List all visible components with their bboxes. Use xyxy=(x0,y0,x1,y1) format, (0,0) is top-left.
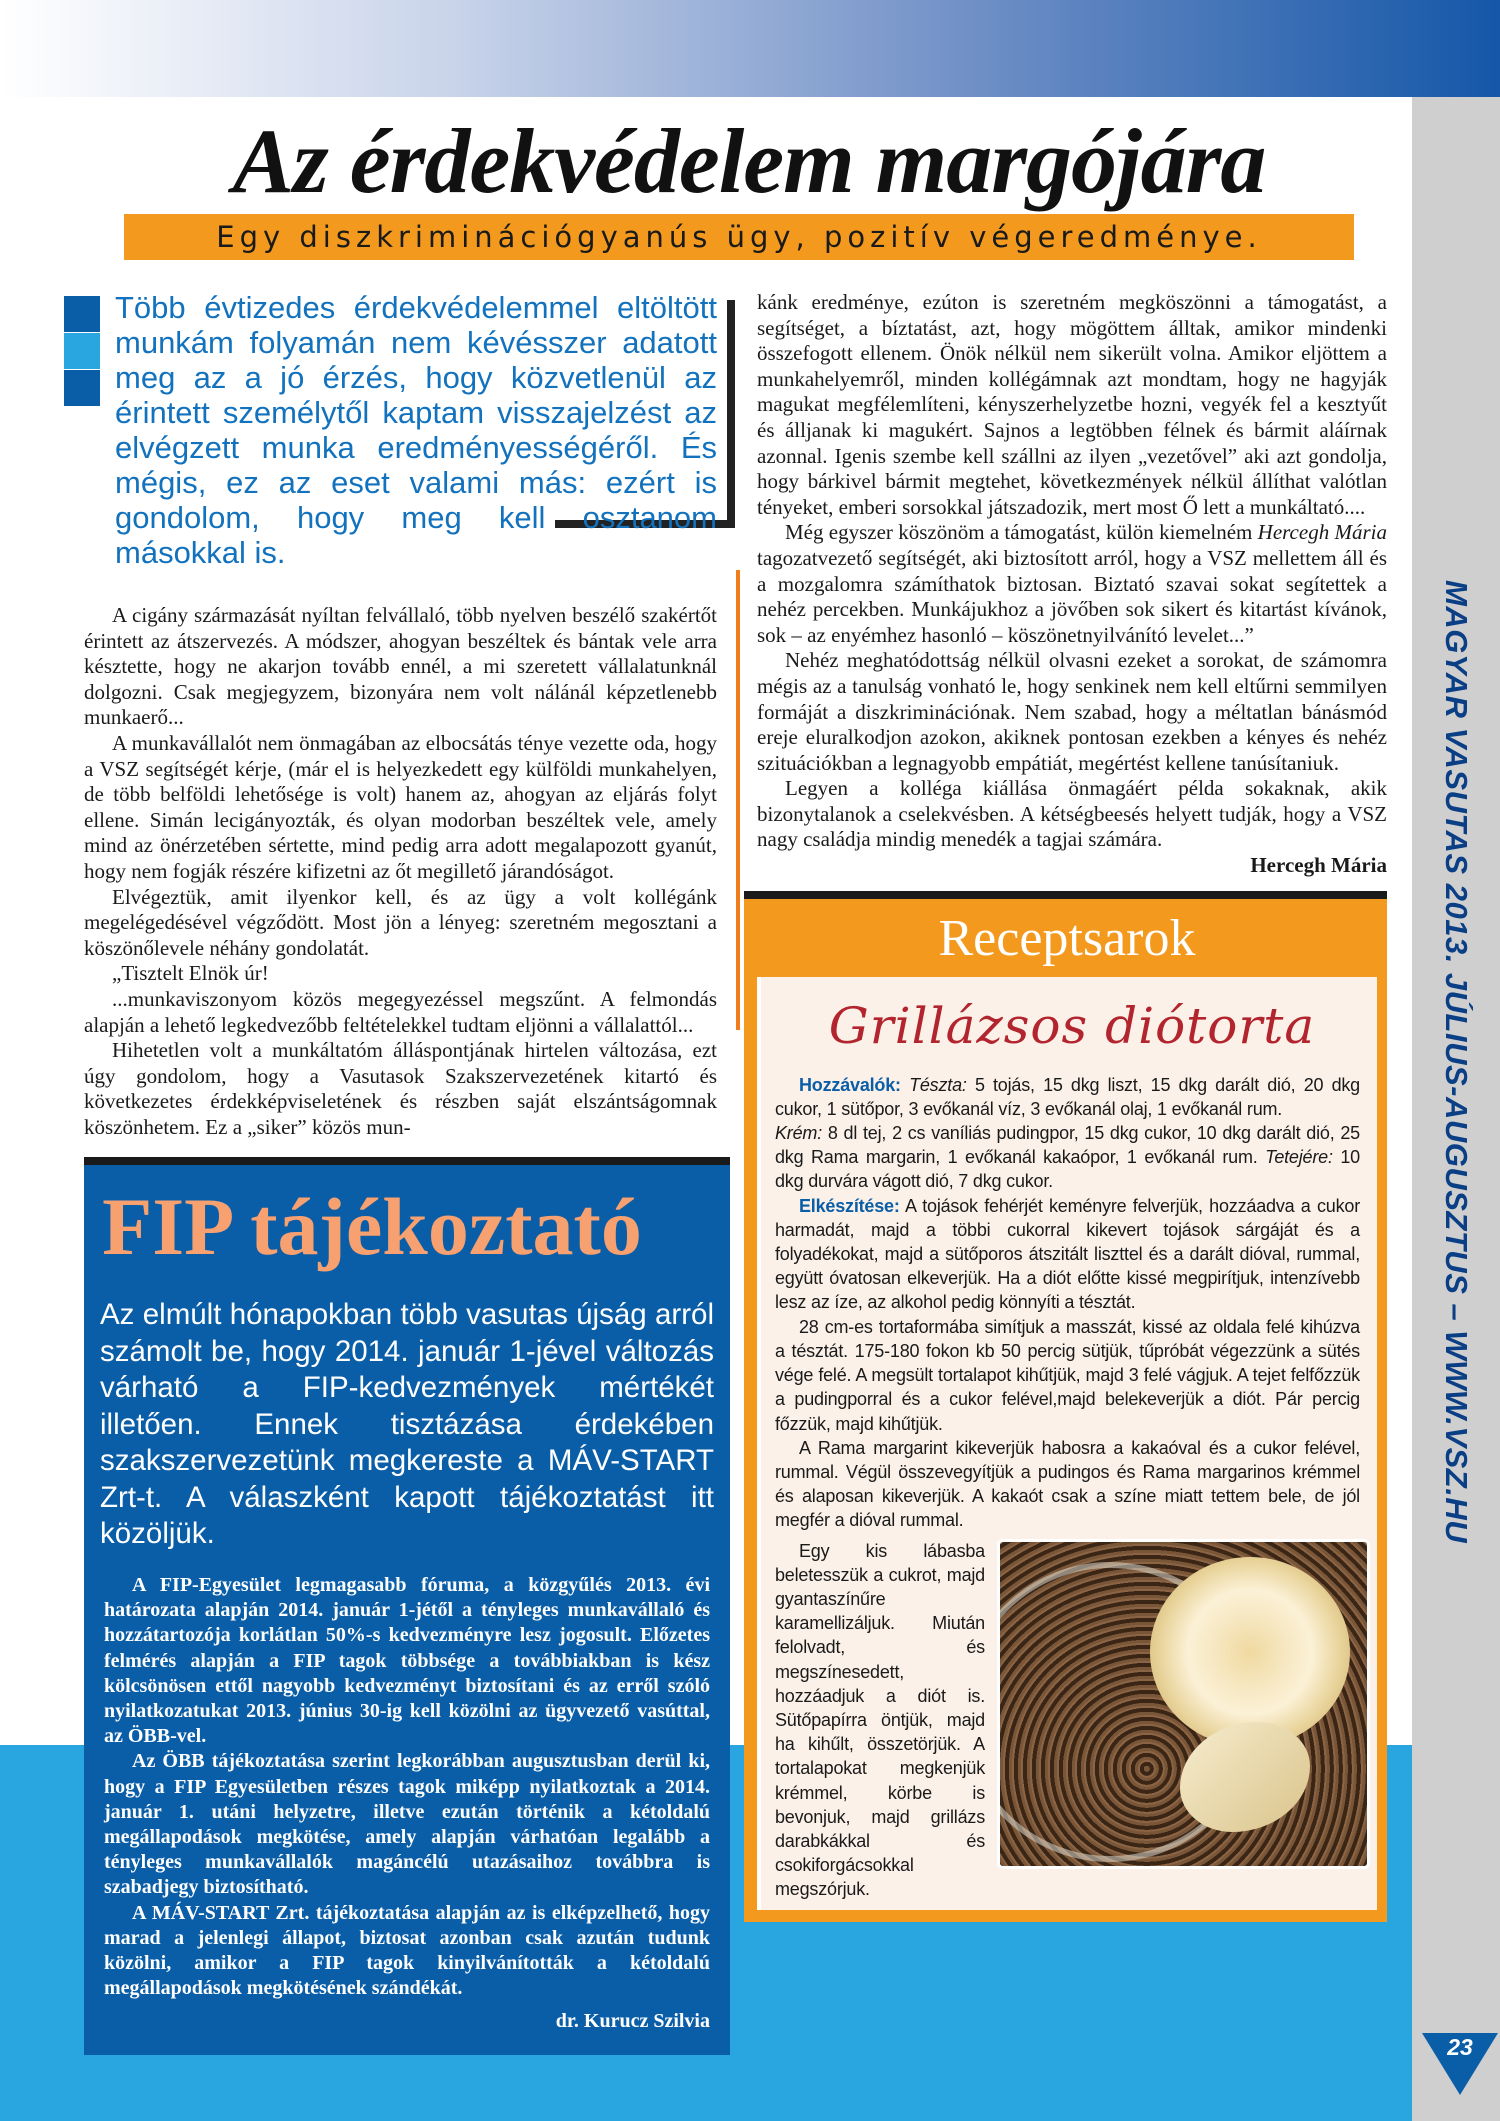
label: Krém: xyxy=(775,1123,823,1144)
paragraph: A munkavállalót nem önmagában az elbocsátás ténye vezette oda, hogy a VSZ segítségét kérje, (már el is helyezkedett egy külföldi munkahelyen, de több belföldi lehetősége is volt) hanem az, ahogyan az eljárás folyt ellene. Simán lecigányozták, és olyan modorban beszéltek vele, amely mind az önérzetében sértette, mind pedig arra adott megalapozott gyanút, hogy nem fogják részére kifizetni az őt megillető járandóságot. xyxy=(84,730,717,883)
paragraph: A FIP-Egyesület legmagasabb fóruma, a közgyűlés 2013. évi határozata alapján 2014. január 1-jétől a tényleges munkavállaló és hozzátartozója korlátlan 50%-s kedvezményre lesz jogosult. Előzetes felmérés alapján a FIP tagok többsége a továbbiakban is kész kölcsönösen ettől nagyobb kedvezményt biztosítani és az erről szóló nyilatkozatukat 2013. június 30-ig kell közölni az ügyvezető vasúttal, az ÖBB-vel. xyxy=(104,1573,710,1748)
paragraph: Legyen a kolléga kiállása önmagáért példa sokaknak, akik bizonytalanok a cselekvésben. A kétségbeesés helyett tudják, hogy a VSZ nagy családja mindig menedék a tagjai számára. xyxy=(757,776,1387,852)
paragraph: kánk eredménye, ezúton is szeretném megköszönni a támogatást, a segítséget, a bíztatást, azt, hogy mögöttem álltak, amikor mindenki összefogott ellenem. Önök nélkül nem sikerült volna. Amikor eljöttem a munkahelyemről, minden kollégámnak azt mondtam, hogy ne hagyják magukat megfélemlíteni, kényszerhelyzetbe hozni, vegyék fel a kesztyűt és álljanak ki magukért. Sajnos a legtöbben félnek és bármit aláírnak azonnal. Igenis szembe kell szállni az ilyen „vezetővel” aki azt gondolja, hogy bárkivel bármit megtehet, következmények nélkül állíthat valótlan tényeket, emberi sorsokkal játszadozik, mert most Ő lett a munkáltató.... xyxy=(757,290,1387,519)
label: Elkészítése: xyxy=(799,1195,900,1216)
paragraph: Elvégeztük, amit ilyenkor kell, és az ügy a volt kollégánk megelégedésével végződött. Most jön a lényeg: szeretném megosztani a köszönőlevele néhány gondolatát. xyxy=(84,884,717,960)
label: Tészta: xyxy=(909,1074,967,1095)
fip-title: FIP tájékoztató xyxy=(102,1181,642,1273)
paragraph: A cigány származását nyíltan felvállaló, több nyelven beszélő szakértőt érintett az átszervezés. A módszer, ahogyan beszéltek és bántak vele arra késztette, hogy ne akarjon tovább ennél, a mi szeretett vállalatunknál dolgozni. Csak megjegyzem, bizonyára nem volt nálánál képzetlenebb munkaerő... xyxy=(84,603,717,730)
fip-lead: Az elmúlt hónapokban több vasutas újság arról számolt be, hogy 2014. január 1-jével változás várható a FIP-kedvezmények mértékét illetően. Ennek tisztázása érdekében szakszervezetünk megkereste a MÁV-START Zrt-t. A válaszként kapott tájékoztatást itt közöljük. xyxy=(100,1298,714,1551)
right-stack xyxy=(744,290,1387,1922)
recipe-text xyxy=(775,1073,1360,1533)
label: Hozzávalók: xyxy=(799,1074,901,1095)
text: Még egyszer köszönöm a támogatást, külön kiemelném xyxy=(785,520,1258,545)
recipe-card xyxy=(757,977,1377,1910)
text: tagozatvezető segítségét, aki biztosított arról, hogy a VSZ mellettem áll és a mozgalomra számíthatok biztosan. Biztató szavai sokat segítettek a nehéz percekben. Munkájukhoz a jövőben sok sikert és kitartást kívánok, sok – az enyémhez hasonló – köszönetnyilvánító levelet...” xyxy=(757,545,1387,647)
article-title: Az érdekvédelem margójára xyxy=(232,110,1266,212)
paragraph: A MÁV-START Zrt. tájékoztatása alapján az is elképzelhető, hogy marad a jelenlegi állapot, biztosat azonban csak azután tudunk közölni, amikor a FIP tagok kinyilvánították a kétoldalú megállapodások megkötésének szándékát. xyxy=(104,1901,710,2000)
paragraph: Egy kis lábasba beletesszük a cukrot, majd gyantaszínűre karamellizáljuk. Miután felolvadt, és megszínesedett, hozzáadjuk a diót is. Sütőpapírra öntjük, majd ha kihűlt, összetörjük. A tortalapokat megkenjük krémmel, körbe is bevonjuk, majd grillázs darabkákkal és csokiforgácsokkal megszórjuk. xyxy=(775,1540,985,1900)
article-subtitle: Egy diszkriminációgyanús ügy, pozitív végeredménye. xyxy=(216,220,1262,254)
text: 8 dl tej, 2 cs vaníliás pudingpor, 15 dkg cukor, 10 dkg darált dió, 25 dkg Rama margarin, 1 evőkanál kakaópor, 1 evőkanál rum. xyxy=(775,1123,1360,1168)
fip-signature: dr. Kurucz Szilvia xyxy=(555,2010,710,2033)
paragraph: „Tisztelt Elnök úr! xyxy=(112,961,269,986)
recipe-bottom-row xyxy=(775,1539,1369,1902)
paragraph: Nehéz meghatódottság nélkül olvasni ezeket a sorokat, de számomra mégis az a tanulság vonható le, hogy senkinek nem kell eltűrni semmilyen formáját a diszkriminációnak. Nem szabad, hogy a méltatlan bánásmód ereje eluralkodjon azokon, akiknek pontosan ezekben a kényes és nehéz szituációkban a legnagyobb empátiát, megértést kellene tanúsítaniuk. xyxy=(757,648,1387,775)
recipe-section-title: Receptsarok xyxy=(938,909,1196,967)
paragraph: Az ÖBB tájékoztatása szerint legkorábban augusztusban derül ki, hogy a FIP Egyesületben részes tagok miképp nyilatkoztak a 2014. január 1. utáni helyzetre, illetve ezután történik a kétoldalú megállapodások megkötése, amely alapján várhatóan legalább a tényleges munkavállalók magáncélú utazásaihoz továbbra is szabadjegy biztosítható. xyxy=(104,1750,710,1899)
article-signature: Hercegh Mária xyxy=(1250,853,1387,878)
top-gradient-bar xyxy=(0,0,1500,97)
paragraph: A Rama margarint kikeverjük habosra a kakaóval és a cukor felével, rummal. Végül összevegyítjük a pudingos és Rama margarinos krémmel és alaposan kikeverjük. A kakaót csak a színe miatt tettem bele, de jól megfér a dióval rummal. xyxy=(775,1437,1360,1531)
label: Tetejére: xyxy=(1265,1147,1333,1168)
column-divider xyxy=(736,570,740,1030)
ingredients xyxy=(775,1073,1360,1194)
cake-photo xyxy=(997,1539,1370,1869)
method xyxy=(775,1194,1360,1315)
dish-name: Grillázsos diótorta xyxy=(828,996,1316,1055)
fip-box xyxy=(84,1157,730,2054)
article-left-column xyxy=(84,603,717,1140)
paragraph xyxy=(757,520,1387,648)
photo-rose xyxy=(1150,1557,1350,1747)
page-number: 23 xyxy=(1447,2034,1473,2060)
text: 10 dkg durvára vágott dió, 7 dkg cukor. xyxy=(775,1147,1360,1192)
subtitle-bar xyxy=(124,214,1354,260)
paragraph: ...munkaviszonyom közös megegyezéssel megszűnt. A felmondás alapján a lehető legkedvezőbb feltételekkel tudtam eljönni a vállalattól... xyxy=(84,986,717,1037)
name-italic: Hercegh Mária xyxy=(1257,520,1387,545)
side-running-title xyxy=(1412,97,1500,2027)
paragraph: Hihetetlen volt a munkáltatóm álláspontjának hirtelen változása, ezt úgy gondolom, hogy a Vasutasok Szakszervezetének kitartó és következetes érdekképviseletének és részben saját elszántságomnak köszönhetem. Ez a „siker” közös mun- xyxy=(84,1038,717,1139)
left-stack xyxy=(84,290,730,2055)
article-right-column xyxy=(757,290,1387,879)
side-running-title-text: MAGYAR VASUTAS 2013. JÚLIUS-AUGUSZTUS – WWW.VSZ.HU xyxy=(1439,580,1474,1544)
text: 5 tojás, 15 dkg liszt, 15 dkg darált dió, 20 dkg cukor, 1 sütőpor, 3 evőkanál víz, 3 evőkanál olaj, 1 evőkanál rum. xyxy=(775,1074,1360,1119)
paragraph: 28 cm-es tortaformába simítjuk a masszát, kissé az oldala felé kihúzva a tésztát. 175-180 fokon kb 50 percig sütjük, tűpróbát végezzünk a sütés vége felé. A megsült tortalapot kihűtjük, majd 3 felé vágjuk. A tejet felfőzzük a pudingporral és a cukor felével,majd belekeverjük a diót. Pár percig főzzük, majd kihűtjük. xyxy=(775,1316,1360,1434)
text: A tojások fehérjét keményre felverjük, hozzáadva a cukor harmadát, majd a többi cukorral kikevert tojások sárgáját és a folyadékokat, majd a sütőporos átszitált liszttel és a darált dióval, rummal, együtt óvatosan elkeverjük. Ha a diót előtte kissé megpirítjuk, intenzívebb lesz az íze, az alkohol pedig könnyíti a tésztát. xyxy=(775,1195,1360,1313)
recipe-box xyxy=(744,891,1387,1922)
article-lead: Több évtizedes érdekvédelemmel eltöltött munkám folyamán nem kévésszer adatott meg az a jó érzés, hogy közvetlenül az érintett személytől kaptam visszajelzést az elvégzett munka eredményességéről. És mégis, ez az eset valami más: ezért is gondolom, hogy meg kell osztanom másokkal is. xyxy=(115,290,717,570)
fip-body xyxy=(104,1573,710,2035)
